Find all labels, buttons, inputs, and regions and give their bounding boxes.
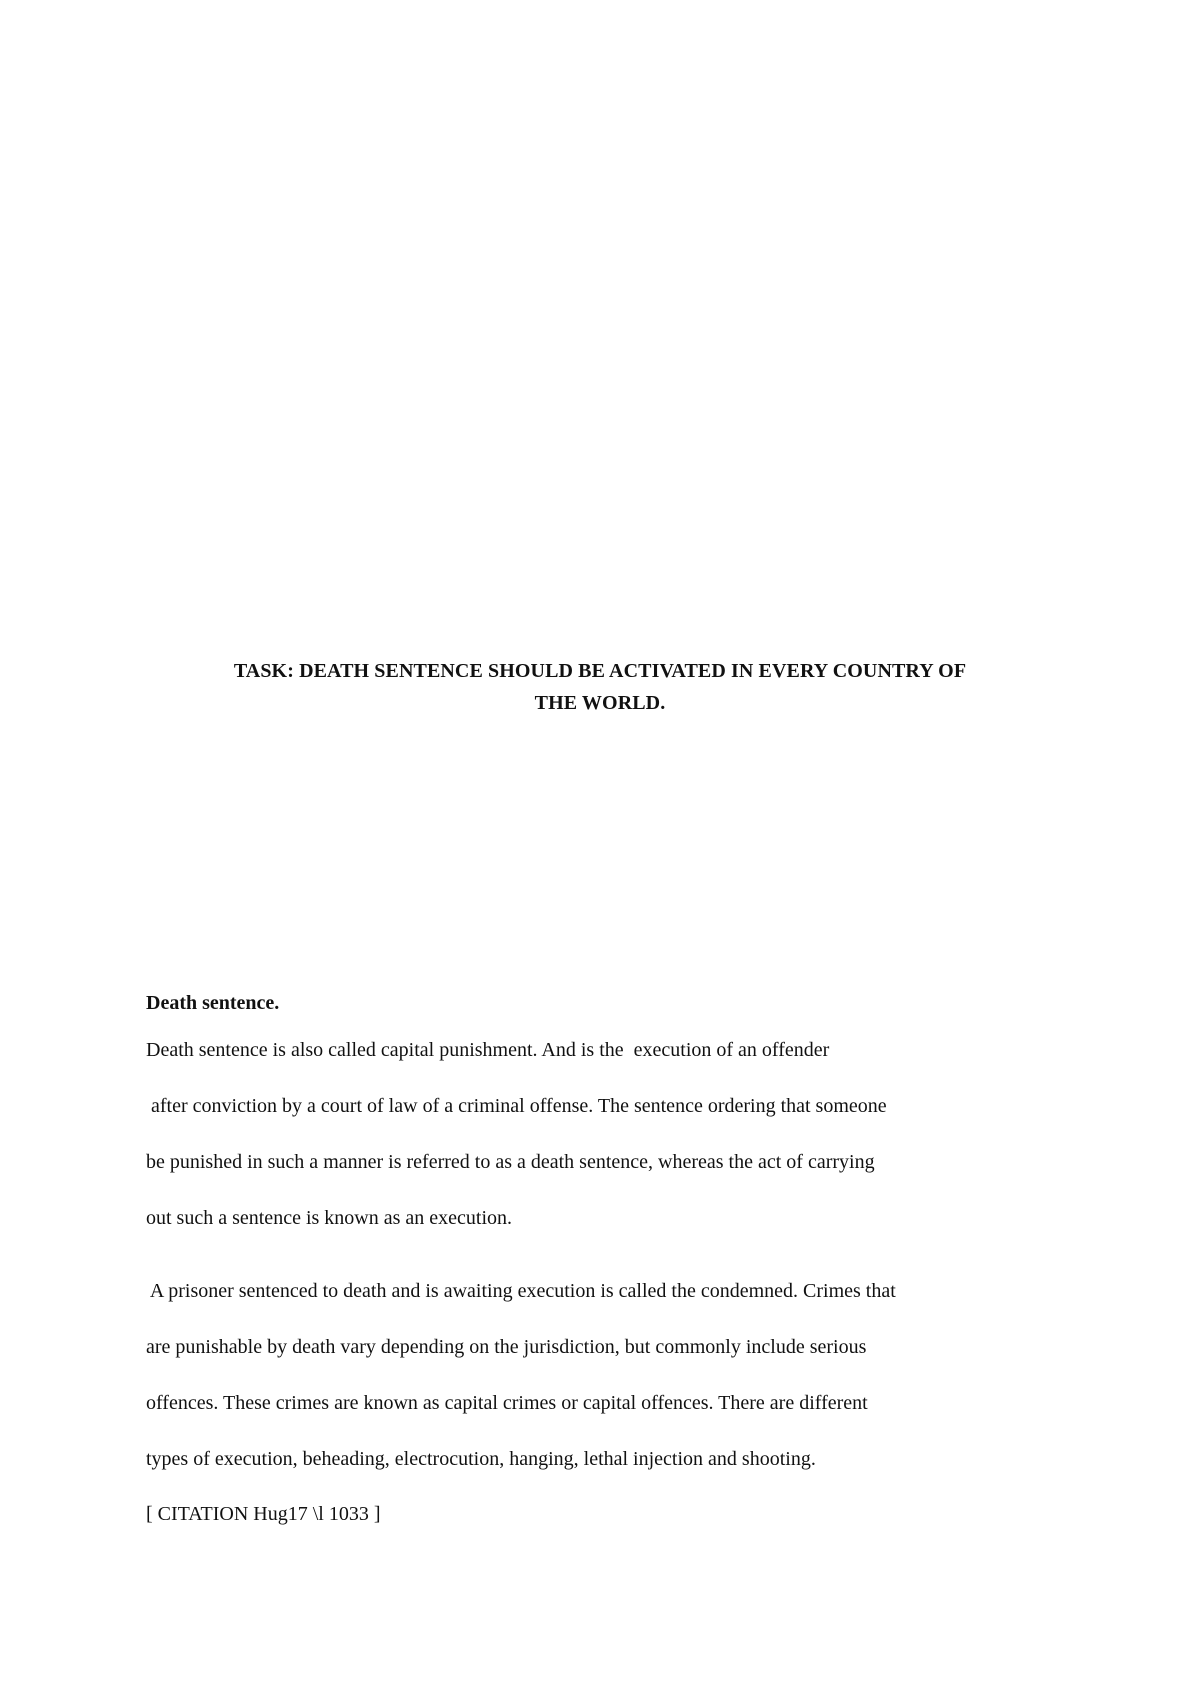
paragraph-1-line-2: after conviction by a court of law of a criminal offense. The sentence ordering that someone bbox=[146, 1095, 887, 1117]
paragraph-1-line-3: be punished in such a manner is referred to as a death sentence, whereas the act of carrying bbox=[146, 1151, 875, 1173]
paragraph-1-line-1: Death sentence is also called capital punishment. And is the execution of an offender bbox=[146, 1039, 830, 1061]
paragraph-2-line-4: types of execution, beheading, electrocution, hanging, lethal injection and shooting. bbox=[146, 1448, 816, 1470]
section-heading: Death sentence. bbox=[146, 992, 280, 1014]
paragraph-1-line-4: out such a sentence is known as an execution. bbox=[146, 1207, 513, 1229]
paragraph-2-line-2: are punishable by death vary depending on the jurisdiction, but commonly include serious bbox=[146, 1336, 867, 1358]
paragraph-2-line-1: A prisoner sentenced to death and is awaiting execution is called the condemned. Crimes that bbox=[146, 1280, 896, 1302]
document-title bbox=[140, 655, 1060, 719]
title-line-2: THE WORLD. bbox=[534, 692, 666, 714]
citation-field: [ CITATION Hug17 \l 1033 ] bbox=[146, 1503, 381, 1525]
paragraph-2-line-3: offences. These crimes are known as capital crimes or capital offences. There are different bbox=[146, 1392, 868, 1414]
title-line-1: TASK: DEATH SENTENCE SHOULD BE ACTIVATED IN EVERY COUNTRY OF bbox=[233, 660, 967, 682]
